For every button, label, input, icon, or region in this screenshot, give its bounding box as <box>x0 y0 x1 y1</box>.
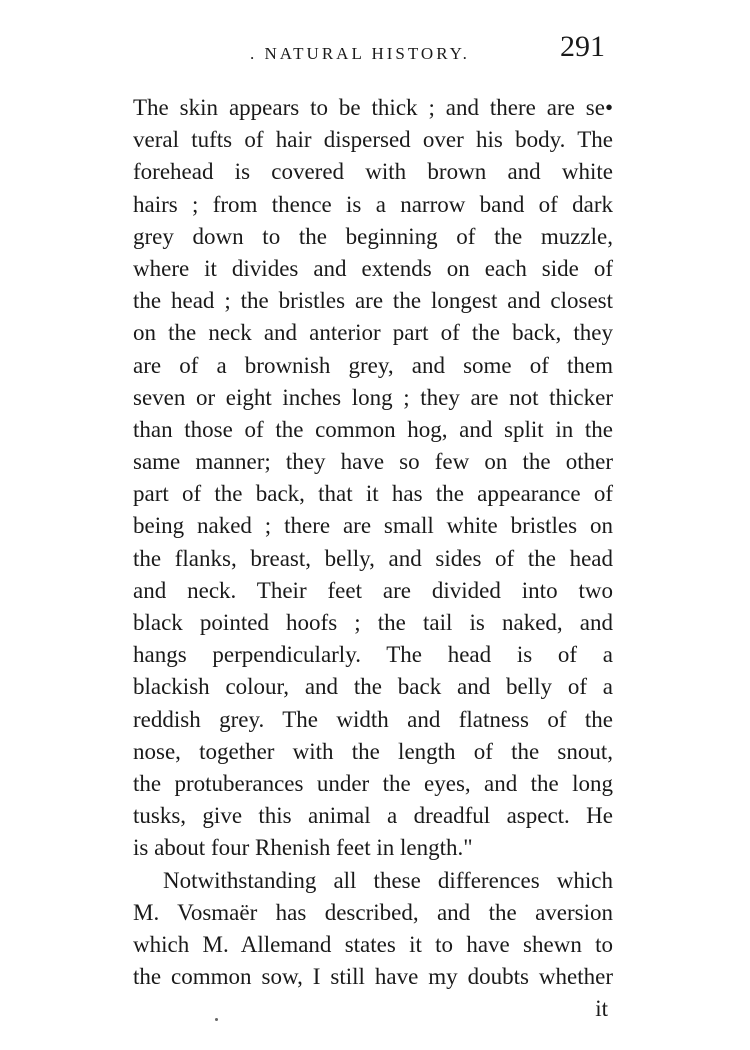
text-line: the head ; the bristles are the longest and closest <box>133 288 613 314</box>
text-line: same manner; they have so few on the other <box>133 449 613 475</box>
text-line: blackish colour, and the back and belly of a <box>133 674 613 700</box>
text-line: Notwithstanding all these differences which <box>163 867 613 893</box>
text-line: being naked ; there are small white bristles on <box>133 513 613 539</box>
text-line: tusks, give this animal a dreadful aspect. He <box>133 803 613 829</box>
text-line: part of the back, that it has the appearance of <box>133 481 613 507</box>
text-line: where it divides and extends on each side of <box>133 255 613 281</box>
text-line: the protuberances under the eyes, and the long <box>133 770 613 796</box>
text-line: the flanks, breast, belly, and sides of the head <box>133 545 613 571</box>
text-line: than those of the common hog, and split in the <box>133 416 613 442</box>
text-line: nose, together with the length of the snout, <box>133 738 613 764</box>
text-line: black pointed hoofs ; the tail is naked, and <box>133 610 613 635</box>
text-line: hangs perpendicularly. The head is of a <box>133 642 613 668</box>
page-number: 291 <box>560 30 605 63</box>
text-line: which M. Allemand states it to have shewn to <box>133 931 613 957</box>
text-line: forehead is covered with brown and white <box>133 159 613 185</box>
text-line: are of a brownish grey, and some of them <box>133 352 613 378</box>
text-line: grey down to the beginning of the muzzle, <box>133 223 613 249</box>
running-head: . NATURAL HISTORY. <box>250 44 470 63</box>
text-line: reddish grey. The width and flatness of the <box>133 706 613 732</box>
catchword: it <box>595 996 608 1022</box>
text-line: is about four Rhenish feet in length." <box>133 835 473 861</box>
text-line: seven or eight inches long ; they are not thicker <box>133 384 613 410</box>
text-line: the common sow, I still have my doubts whether <box>133 964 613 990</box>
text-line: The skin appears to be thick ; and there are se• <box>133 95 613 120</box>
text-line: on the neck and anterior part of the back, they <box>133 320 613 346</box>
ink-speck <box>215 1018 218 1021</box>
text-line: hairs ; from thence is a narrow band of dark <box>133 191 613 217</box>
text-line: and neck. Their feet are divided into two <box>133 577 613 603</box>
text-line: M. Vosmaër has described, and the aversion <box>133 899 613 925</box>
body-text <box>133 92 613 1025</box>
text-line: veral tufts of hair dispersed over his body. The <box>133 127 613 153</box>
